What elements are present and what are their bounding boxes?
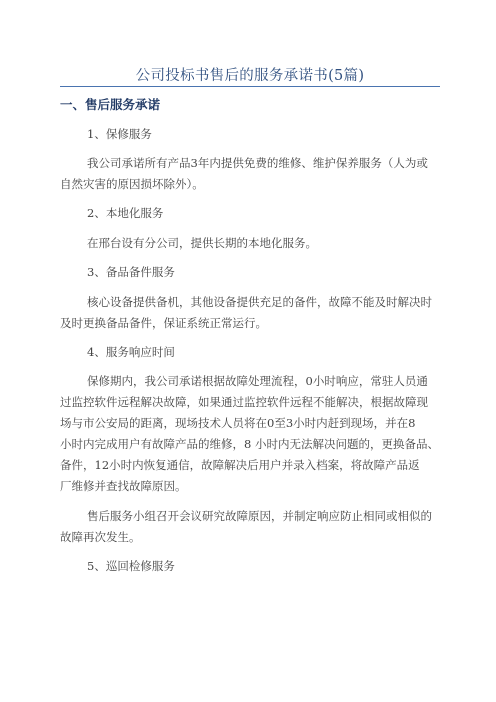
item-heading: 3、备品备件服务 [87, 265, 175, 279]
section-heading: 一、售后服务承诺 [60, 97, 161, 112]
paragraph-line: 场与市公安局的距离，现场技术人员将在0至3小时内赶到现场，并在8 [60, 416, 416, 430]
item-heading: 2、本地化服务 [87, 206, 164, 220]
paragraph-line: 及时更换备品备件，保证系统正常运行。 [60, 316, 267, 330]
paragraph-line: 自然灾害的原因损坏除外）。 [60, 177, 204, 191]
paragraph-line: 核心设备提供备机，其他设备提供充足的备件，故障不能及时解决时 [87, 295, 432, 309]
paragraph-line: 过监控软件远程解决故障，如果通过监控软件远程不能解决，根据故障现 [60, 395, 428, 409]
item-heading: 4、服务响应时间 [87, 345, 175, 359]
paragraph-line: 厂维修并查找故障原因。 [60, 479, 187, 493]
item-heading: 1、保修服务 [87, 127, 152, 141]
paragraph-line: 备件，12小时内恢复通信，故障解决后用户并录入档案，将故障产品返 [60, 458, 420, 472]
paragraph-line: 我公司承诺所有产品3年内提供免费的维修、维护保养服务（人为或 [87, 156, 428, 170]
paragraph-line: 小时内完成用户有故障产品的维修，8 小时内无法解决问题的，更换备品、 [60, 437, 439, 451]
document-title: 公司投标书售后的服务承诺书(5篇) [135, 68, 365, 84]
paragraph-line: 故障再次发生。 [60, 530, 141, 544]
title-underline [60, 86, 440, 87]
paragraph-line: 在邢台设有分公司，提供长期的本地化服务。 [87, 236, 317, 250]
paragraph-line: 售后服务小组召开会议研究故障原因，并制定响应防止相同或相似的 [87, 509, 432, 523]
paragraph-line: 保修期内，我公司承诺根据故障处理流程，0小时响应，常驻人员通 [87, 374, 428, 388]
item-heading: 5、巡回检修服务 [87, 559, 175, 573]
